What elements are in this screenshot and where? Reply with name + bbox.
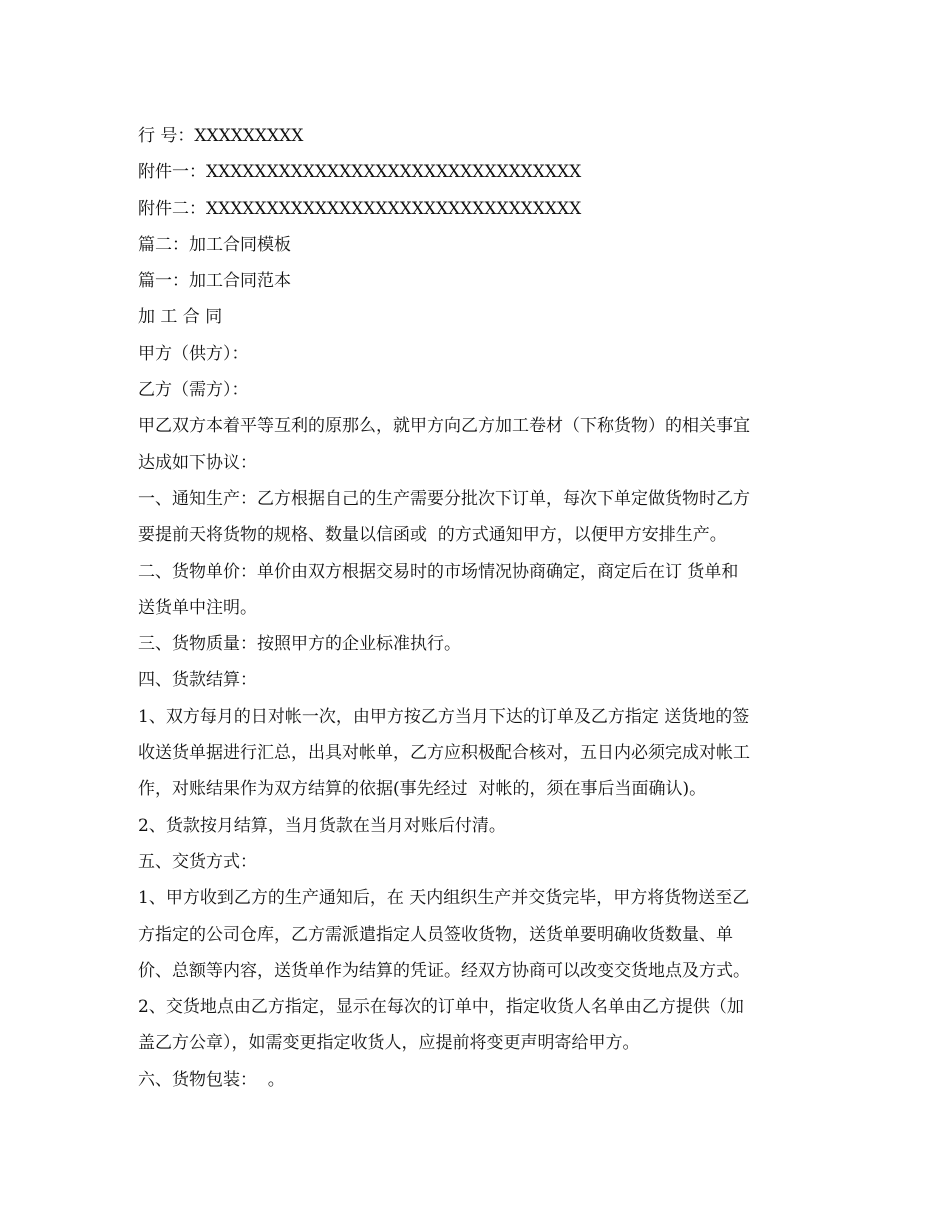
- clause-1-line-2: 要提前天将货物的规格、数量以信函或 的方式通知甲方，以便甲方安排生产。: [138, 525, 727, 546]
- party-b-line: 乙方（需方）：: [138, 380, 249, 401]
- clause-4-1-line-1: 1、双方每月的日对帐一次，由甲方按乙方当月下达的订单及乙方指定 送货地的签: [138, 706, 750, 727]
- contract-title: 加 工 合 同: [138, 307, 223, 328]
- clause-4-1-line-2: 收送货单据进行汇总，出具对帐单，乙方应积极配合核对，五日内必须完成对帐工: [138, 743, 750, 764]
- clause-5-1-line-1: 1、甲方收到乙方的生产通知后，在 天内组织生产并交货完毕，甲方将货物送至乙: [138, 888, 750, 909]
- clause-4-2-line: 2、货款按月结算，当月货款在当月对账后付清。: [138, 815, 506, 836]
- clause-5-2-line-2: 盖乙方公章），如需变更指定收货人，应提前将变更声明寄给甲方。: [138, 1033, 640, 1054]
- clause-5-heading: 五、交货方式：: [138, 851, 257, 872]
- clause-5-2-line-1: 2、交货地点由乙方指定，显示在每次的订单中，指定收货人名单由乙方提供（加: [138, 997, 744, 1018]
- clause-5-1-line-2: 方指定的公司仓库，乙方需派遣指定人员签收货物，送货单要明确收货数量、单: [138, 924, 733, 945]
- text-line-attachment-1: 附件一：XXXXXXXXXXXXXXXXXXXXXXXXXXXXXXX: [138, 162, 582, 183]
- preamble-line-2: 达成如下协议：: [138, 452, 257, 473]
- clause-2-line-1: 二、货物单价：单价由双方根据交易时的市场情况协商确定，商定后在订 货单和: [138, 561, 739, 582]
- text-line-part-2-heading: 篇二：加工合同模板: [138, 234, 291, 255]
- clause-2-line-2: 送货单中注明。: [138, 597, 257, 618]
- document-body: [138, 118, 818, 1098]
- clause-3-line: 三、货物质量：按照甲方的企业标准执行。: [138, 634, 461, 655]
- clause-4-heading: 四、货款结算：: [138, 670, 257, 691]
- text-line-attachment-2: 附件二：XXXXXXXXXXXXXXXXXXXXXXXXXXXXXXX: [138, 198, 582, 219]
- clause-1-line-1: 一、通知生产：乙方根据自己的生产需要分批次下订单，每次下单定做货物时乙方: [138, 488, 750, 509]
- text-line-part-1-heading: 篇一：加工合同范本: [138, 271, 291, 292]
- text-line-bank-number: 行 号：XXXXXXXXX: [138, 126, 304, 146]
- party-a-line: 甲方（供方）：: [138, 343, 249, 364]
- clause-5-1-line-3: 价、总额等内容，送货单作为结算的凭证。经双方协商可以改变交货地点及方式。: [138, 960, 750, 981]
- clause-6-heading: 六、货物包装： 。: [138, 1069, 285, 1090]
- preamble-line-1: 甲乙双方本着平等互利的原那么，就甲方向乙方加工卷材（下称货物）的相关事宜: [138, 416, 750, 437]
- clause-4-1-line-3: 作，对账结果作为双方结算的依据(事先经过 对帐的，须在事后当面确认)。: [138, 779, 707, 800]
